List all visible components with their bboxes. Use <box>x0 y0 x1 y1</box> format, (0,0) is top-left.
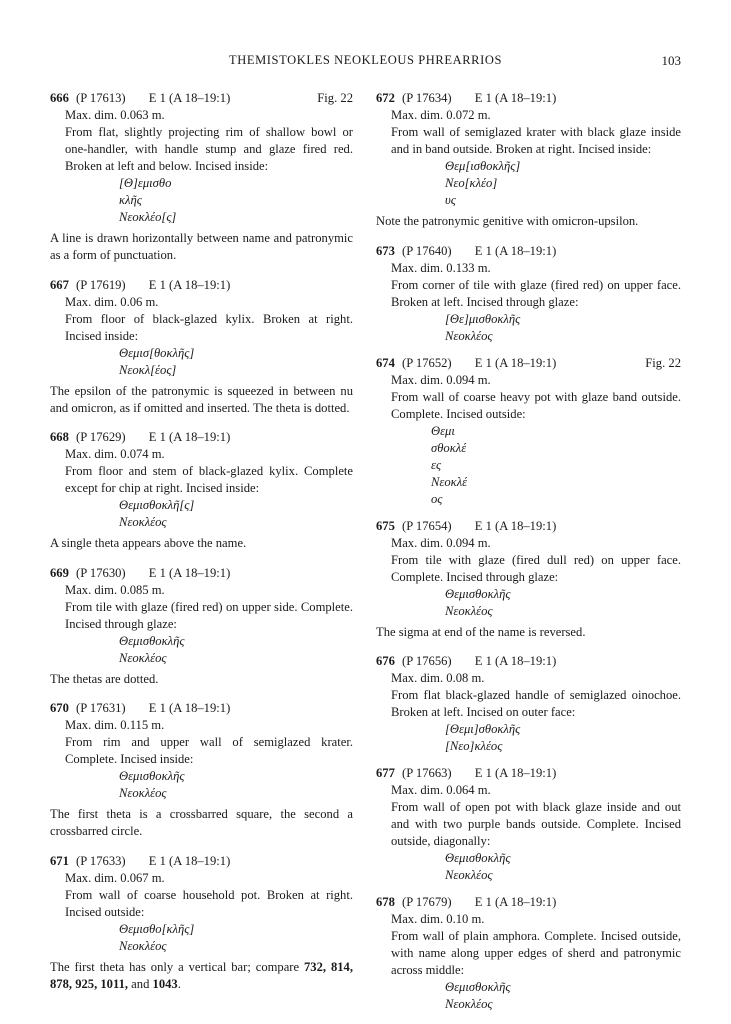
entry-heading <box>50 565 353 582</box>
entry-number: 676 <box>376 654 395 669</box>
description: From flat black-glazed handle of semiglazed oinochoe. Broken at left. Incised on outer face: <box>391 688 681 720</box>
inscription <box>391 311 681 345</box>
entry-number: 673 <box>376 243 395 258</box>
inscription-line: Νεοκλέος <box>119 650 167 665</box>
max-dimension: Max. dim. 0.085 m. <box>65 582 165 597</box>
description: From flat, slightly projecting rim of shallow bowl or one-handler, with handle stump and glaze fired red. Broken at left and below. Incised inside: <box>65 125 353 173</box>
inventory-number: (P 17652) <box>402 355 452 370</box>
inscription <box>391 850 681 884</box>
right-column <box>376 90 681 1013</box>
commentary <box>50 959 353 993</box>
inventory-number: (P 17631) <box>76 701 126 716</box>
inscription <box>391 979 681 1013</box>
figure-reference: Fig. 22 <box>317 91 353 105</box>
inventory-number: (P 17656) <box>402 654 452 669</box>
inscription-line: Θεμισθοκλῆς <box>119 769 185 784</box>
entry-number: 674 <box>376 355 395 370</box>
description: From wall of semiglazed krater with black glaze inside and in band outside. Broken at right. Incised inside: <box>391 125 681 156</box>
deposit-context: E 1 (A 18–19:1) <box>148 565 231 580</box>
commentary: A line is drawn horizontally between name and patronymic as a form of punctuation. <box>50 231 353 262</box>
deposit-context: E 1 (A 18–19:1) <box>148 701 231 716</box>
inscription-line: σθοκλέ <box>431 440 467 455</box>
inventory-number: (P 17654) <box>402 518 452 533</box>
deposit-context: E 1 (A 18–19:1) <box>474 518 557 533</box>
description: From wall of coarse heavy pot with glaze band outside. Complete. Incised outside: <box>391 389 681 421</box>
commentary: The first theta is a crossbarred square, the second a crossbarred circle. <box>50 807 353 839</box>
entry-heading <box>50 90 353 107</box>
deposit-context: E 1 (A 18–19:1) <box>474 654 557 669</box>
entry-number: 675 <box>376 518 395 533</box>
entry-heading <box>50 853 353 870</box>
inscription-line: ες <box>431 457 442 472</box>
description: From corner of tile with glaze (fired red) on upper face. Broken at left. Incised through glaze: <box>391 277 681 309</box>
entry-number: 677 <box>376 766 395 781</box>
inventory-number: (P 17633) <box>76 853 126 868</box>
inscription-line: [Νεο]κλέος <box>445 739 503 754</box>
entry-number: 667 <box>50 277 69 292</box>
inscription <box>65 633 353 667</box>
catalog-entry-666 <box>50 90 353 264</box>
commentary: A single theta appears above the name. <box>50 536 247 551</box>
entry-heading <box>50 277 353 294</box>
deposit-context: E 1 (A 18–19:1) <box>474 895 557 910</box>
inscription <box>65 497 353 531</box>
inventory-number: (P 17679) <box>402 895 452 910</box>
inscription-line: [Θ]εμισθο <box>119 176 172 190</box>
deposit-context: E 1 (A 18–19:1) <box>474 766 557 781</box>
deposit-context: E 1 (A 18–19:1) <box>148 430 231 445</box>
commentary-text: The first theta has only a vertical bar; compare <box>50 959 304 974</box>
inscription-line: Νεοκλέος <box>445 328 493 343</box>
inventory-number: (P 17629) <box>76 430 126 445</box>
page-number: 103 <box>661 53 681 68</box>
inscription-line: Θεμ[ισθοκλῆς] <box>445 159 521 173</box>
entry-number: 678 <box>376 895 395 910</box>
deposit-context: E 1 (A 18–19:1) <box>148 853 231 868</box>
running-header <box>0 52 731 72</box>
max-dimension: Max. dim. 0.063 m. <box>65 108 165 122</box>
inscription-line: Νεοκλέ <box>431 474 468 489</box>
catalog-entry-672 <box>376 90 681 230</box>
inventory-number: (P 17619) <box>76 277 126 292</box>
max-dimension: Max. dim. 0.094 m. <box>391 535 491 550</box>
catalog-entry-668 <box>50 429 353 552</box>
catalog-entry-671 <box>50 853 353 993</box>
catalog-entry-676 <box>376 653 681 755</box>
deposit-context: E 1 (A 18–19:1) <box>148 91 231 105</box>
commentary-end: . <box>177 976 181 991</box>
inscription-line: Νεοκλέος <box>445 868 493 883</box>
inscription-line: Θεμισθοκλῆς <box>445 586 511 601</box>
inscription <box>65 175 353 226</box>
commentary: The sigma at end of the name is reversed. <box>376 624 586 639</box>
max-dimension: Max. dim. 0.06 m. <box>65 294 159 309</box>
inscription-line: Νεοκλέος <box>119 515 167 530</box>
catalog-entry-678 <box>376 894 681 1013</box>
inscription-line: Νεοκλ[έος] <box>119 362 177 377</box>
inscription-line: Νεοκλέος <box>119 938 167 953</box>
inscription <box>391 158 681 209</box>
inscription-line: Νεο[κλέο] <box>445 176 498 190</box>
inscription-line: Θεμισθοκλῆ[ς] <box>119 498 195 513</box>
inventory-number: (P 17613) <box>76 91 126 105</box>
description: From tile with glaze (fired red) on upper side. Complete. Incised through glaze: <box>65 599 353 631</box>
deposit-context: E 1 (A 18–19:1) <box>474 243 557 258</box>
entry-heading <box>376 243 681 260</box>
inventory-number: (P 17630) <box>76 565 126 580</box>
inscription-line: [Θεμι]σθοκλῆς <box>445 722 521 737</box>
inscription-line: ος <box>431 491 443 506</box>
catalog-entry-677 <box>376 765 681 884</box>
inscription <box>65 345 353 379</box>
entry-number: 666 <box>50 91 69 105</box>
max-dimension: Max. dim. 0.10 m. <box>391 912 485 927</box>
catalog-entry-675 <box>376 518 681 641</box>
deposit-context: E 1 (A 18–19:1) <box>148 277 231 292</box>
commentary-conjunction: and <box>128 976 153 991</box>
figure-reference: Fig. 22 <box>645 355 681 370</box>
description: From floor and stem of black-glazed kylix. Complete except for chip at right. Incised inside: <box>65 464 353 496</box>
entry-heading <box>50 429 353 446</box>
description: From floor of black-glazed kylix. Broken at right. Incised inside: <box>65 311 353 343</box>
max-dimension: Max. dim. 0.08 m. <box>391 671 485 686</box>
max-dimension: Max. dim. 0.094 m. <box>391 372 491 387</box>
inscription-line: Νεοκλέος <box>445 603 493 618</box>
description: From rim and upper wall of semiglazed krater. Complete. Incised inside: <box>65 735 353 767</box>
entry-number: 670 <box>50 701 69 716</box>
entry-heading <box>376 894 681 911</box>
inscription-line: Θεμισθοκλῆς <box>119 633 185 648</box>
max-dimension: Max. dim. 0.064 m. <box>391 783 491 798</box>
inscription-line: Νεοκλέος <box>119 786 167 801</box>
description: From wall of plain amphora. Complete. Incised outside, with name along upper edges of sherd and patronymic across middle: <box>391 929 681 978</box>
inscription-line: Θεμισ[θοκλῆς] <box>119 345 195 360</box>
inscription-line: υς <box>445 193 456 207</box>
commentary: Note the patronymic genitive with omicron-upsilon. <box>376 214 639 228</box>
catalog-entry-667 <box>50 277 353 417</box>
catalog-entry-670 <box>50 700 353 840</box>
inscription-line: [Θε]μισθοκλῆς <box>445 311 521 326</box>
max-dimension: Max. dim. 0.133 m. <box>391 260 491 275</box>
commentary: The epsilon of the patronymic is squeezed in between nu and omicron, as if omitted and inserted. The theta is dotted. <box>50 383 353 415</box>
catalog-entry-669 <box>50 565 353 688</box>
max-dimension: Max. dim. 0.074 m. <box>65 447 165 462</box>
running-title: THEMISTOKLES NEOKLEOUS PHREARRIOS <box>228 53 503 67</box>
entry-number: 668 <box>50 430 69 445</box>
left-column <box>50 90 353 1006</box>
inscription <box>391 721 681 755</box>
inscription <box>391 586 681 620</box>
description: From wall of open pot with black glaze inside and out and with two purple bands outside. Complete. Incised outside, diagonally: <box>391 800 681 849</box>
inventory-number: (P 17663) <box>402 766 452 781</box>
entry-heading <box>376 518 681 535</box>
inscription-line: Νεοκλέος <box>445 997 493 1012</box>
cross-references: 732, 814, 878, 925, 1011, <box>50 959 353 991</box>
cross-reference-last: 1043 <box>152 976 178 991</box>
inscription-line: Θεμισθοκλῆς <box>445 851 511 866</box>
entry-heading <box>376 90 681 107</box>
entry-heading <box>376 355 681 372</box>
entry-number: 672 <box>376 91 395 105</box>
inscription-line: κλῆς <box>119 193 142 207</box>
inscription-line: Θεμι <box>431 423 455 438</box>
entry-heading <box>376 653 681 670</box>
catalog-entry-674 <box>376 355 681 508</box>
inventory-number: (P 17640) <box>402 243 452 258</box>
max-dimension: Max. dim. 0.067 m. <box>65 870 165 885</box>
deposit-context: E 1 (A 18–19:1) <box>474 91 557 105</box>
inscription-line: Νεοκλέο[ς] <box>119 210 177 224</box>
inscription-line: Θεμισθοκλῆς <box>445 980 511 995</box>
max-dimension: Max. dim. 0.072 m. <box>391 108 491 122</box>
entry-heading <box>376 765 681 782</box>
inventory-number: (P 17634) <box>402 91 452 105</box>
entry-number: 669 <box>50 565 69 580</box>
inscription <box>65 768 353 802</box>
commentary: The thetas are dotted. <box>50 671 159 686</box>
max-dimension: Max. dim. 0.115 m. <box>65 718 165 733</box>
description: From tile with glaze (fired dull red) on upper face. Complete. Incised through glaze: <box>391 552 681 584</box>
catalog-entry-673 <box>376 243 681 345</box>
inscription <box>65 921 353 955</box>
entry-number: 671 <box>50 853 69 868</box>
entry-heading <box>50 700 353 717</box>
deposit-context: E 1 (A 18–19:1) <box>474 355 557 370</box>
description: From wall of coarse household pot. Broken at right. Incised outside: <box>65 887 353 919</box>
inscription-line: Θεμισθο[κλῆς] <box>119 921 195 936</box>
inscription <box>391 423 681 508</box>
